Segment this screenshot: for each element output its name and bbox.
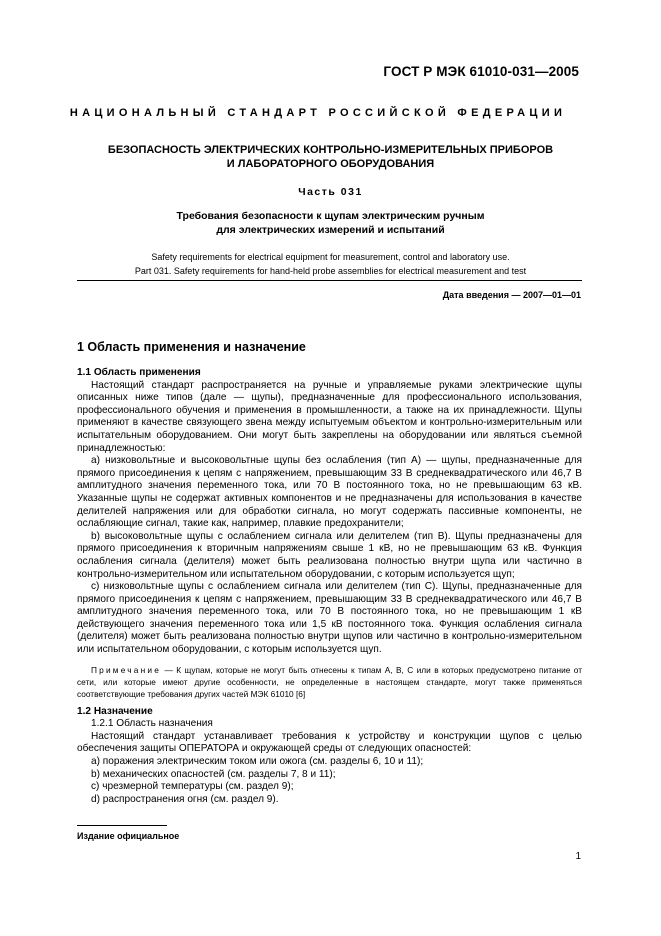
document-subtitle xyxy=(60,209,601,237)
section-1-2-item-d: d) распространения огня (см. раздел 9). xyxy=(91,793,279,805)
section-1-2-1-heading: 1.2.1 Область назначения xyxy=(91,718,213,730)
section-1-2-item-a: a) поражения электрическим током или ожога (см. разделы 6, 10 и 11); xyxy=(91,756,424,768)
section-1-2-intro: Настоящий стандарт устанавливает требования к устройству и конструкции щупов с целью обеспечения защиты ОПЕРАТОРА и окружающей среды от следующих опасностей: xyxy=(77,730,582,755)
part-label: Часть 031 xyxy=(298,186,363,198)
subtitle-line-1: Требования безопасности к щупам электрическим ручным xyxy=(176,210,485,222)
note-label: Примечание xyxy=(91,664,162,675)
english-title xyxy=(40,250,621,278)
title-line-1: БЕЗОПАСНОСТЬ ЭЛЕКТРИЧЕСКИХ КОНТРОЛЬНО-ИЗМЕРИТЕЛЬНЫХ ПРИБОРОВ xyxy=(107,144,554,156)
subtitle-line-2: для электрических измерений и испытаний xyxy=(216,224,445,236)
document-title xyxy=(60,143,601,171)
edition-label: Издание официальное xyxy=(77,831,180,841)
title-line-2: И ЛАБОРАТОРНОГО ОБОРУДОВАНИЯ xyxy=(226,158,435,170)
section-1-1-item-a: a) низковольтные и высоковольтные щупы без ослабления (тип А) — щупы, предназначенные для прямого присоединения к цепям с напряжением, превышающим 33 В среднеквадратического или 46,7 В амплитудного значения переменного тока, или 70 В постоянного тока, но не превышающим 63 кВ. Указанные щупы не содержат активных компонентов и не предназначены для использования в качестве делителей напряжения или для обработки сигнала, но могут содержать пассивные компоненты, не ослабляющие сигнал, такие как, например, плавкие предохранители; xyxy=(77,455,582,530)
english-title-line-1: Safety requirements for electrical equipment for measurement, control and laboratory use. xyxy=(151,252,510,262)
national-standard-banner: НАЦИОНАЛЬНЫЙ СТАНДАРТ РОССИЙСКОЙ ФЕДЕРАЦИИ xyxy=(69,107,567,119)
section-1-1-item-b: b) высоковольтные щупы с ослаблением сигнала или делителем (тип В). Щупы предназначены для прямого присоединения к вторичным напряжениям свыше 1 кВ, но не превышающим 63 кВ. Функция ослабления сигнала (делителя) может быть реализована полностью внутри щупа или частично в контрольно-измерительном или испытательном оборудовании, с которым используется щуп; xyxy=(77,530,582,580)
introduction-date: Дата введения — 2007—01—01 xyxy=(442,290,581,300)
section-1-2-item-c: c) чрезмерной температуры (см. раздел 9); xyxy=(91,781,294,793)
section-1-2-heading: 1.2 Назначение xyxy=(77,705,153,717)
section-1-1-heading: 1.1 Область применения xyxy=(77,367,201,378)
document-body xyxy=(77,340,582,806)
section-1-1-intro: Настоящий стандарт распространяется на ручные и управляемые руками электрические щупы описанных ниже типов (дале — щупы), предназначенные для профессионального использования, профессионального обучения и применения в промышленности, а также на их принадлежности. Щупы применяют в качестве связующего звена между испытуемым объектом и контрольно-измерительным или испытательным оборудованием. Они могут быть закреплены на оборудовании или являться съемной принадлежностью: xyxy=(77,379,582,454)
page-number: 1 xyxy=(575,851,581,862)
section-1-2-item-b: b) механических опасностей (см. разделы 7, 8 и 11); xyxy=(91,768,336,780)
note-text: — К щупам, которые не могут быть отнесены к типам А, В, С или в которых предусмотрено питание от сети, или которые имеют другие особенности, не определенные в настоящем стандарте, могут также применяться соответствующие требования других частей МЭК 61010 [6] xyxy=(77,664,582,699)
document-code: ГОСТ Р МЭК 61010-031—2005 xyxy=(383,64,579,79)
english-title-line-2: Part 031. Safety requirements for hand-held probe assemblies for electrical measurement and test xyxy=(134,266,527,276)
footer-divider xyxy=(77,825,167,826)
section-1-heading: 1 Область применения и назначение xyxy=(77,340,306,354)
header-divider xyxy=(77,280,582,281)
section-1-1-item-c: c) низковольтные щупы с ослаблением сигнала или делителем (тип С). Щупы, предназначенные для прямого присоединения к цепям с напряжением, превышающим 33 В среднеквадратического или 46,7 В амплитудного значения переменного тока, или 70 В постоянного тока, но не превышающим 1 кВ действующего значения переменного тока или 1,5 кВ постоянного тока. Функция ослабления сигнала (делителя) может быть реализована полностью внутри щупов или частично в контрольно-измерительном или испытательном оборудовании, с которым используется щуп. xyxy=(77,581,582,656)
note xyxy=(77,664,582,700)
